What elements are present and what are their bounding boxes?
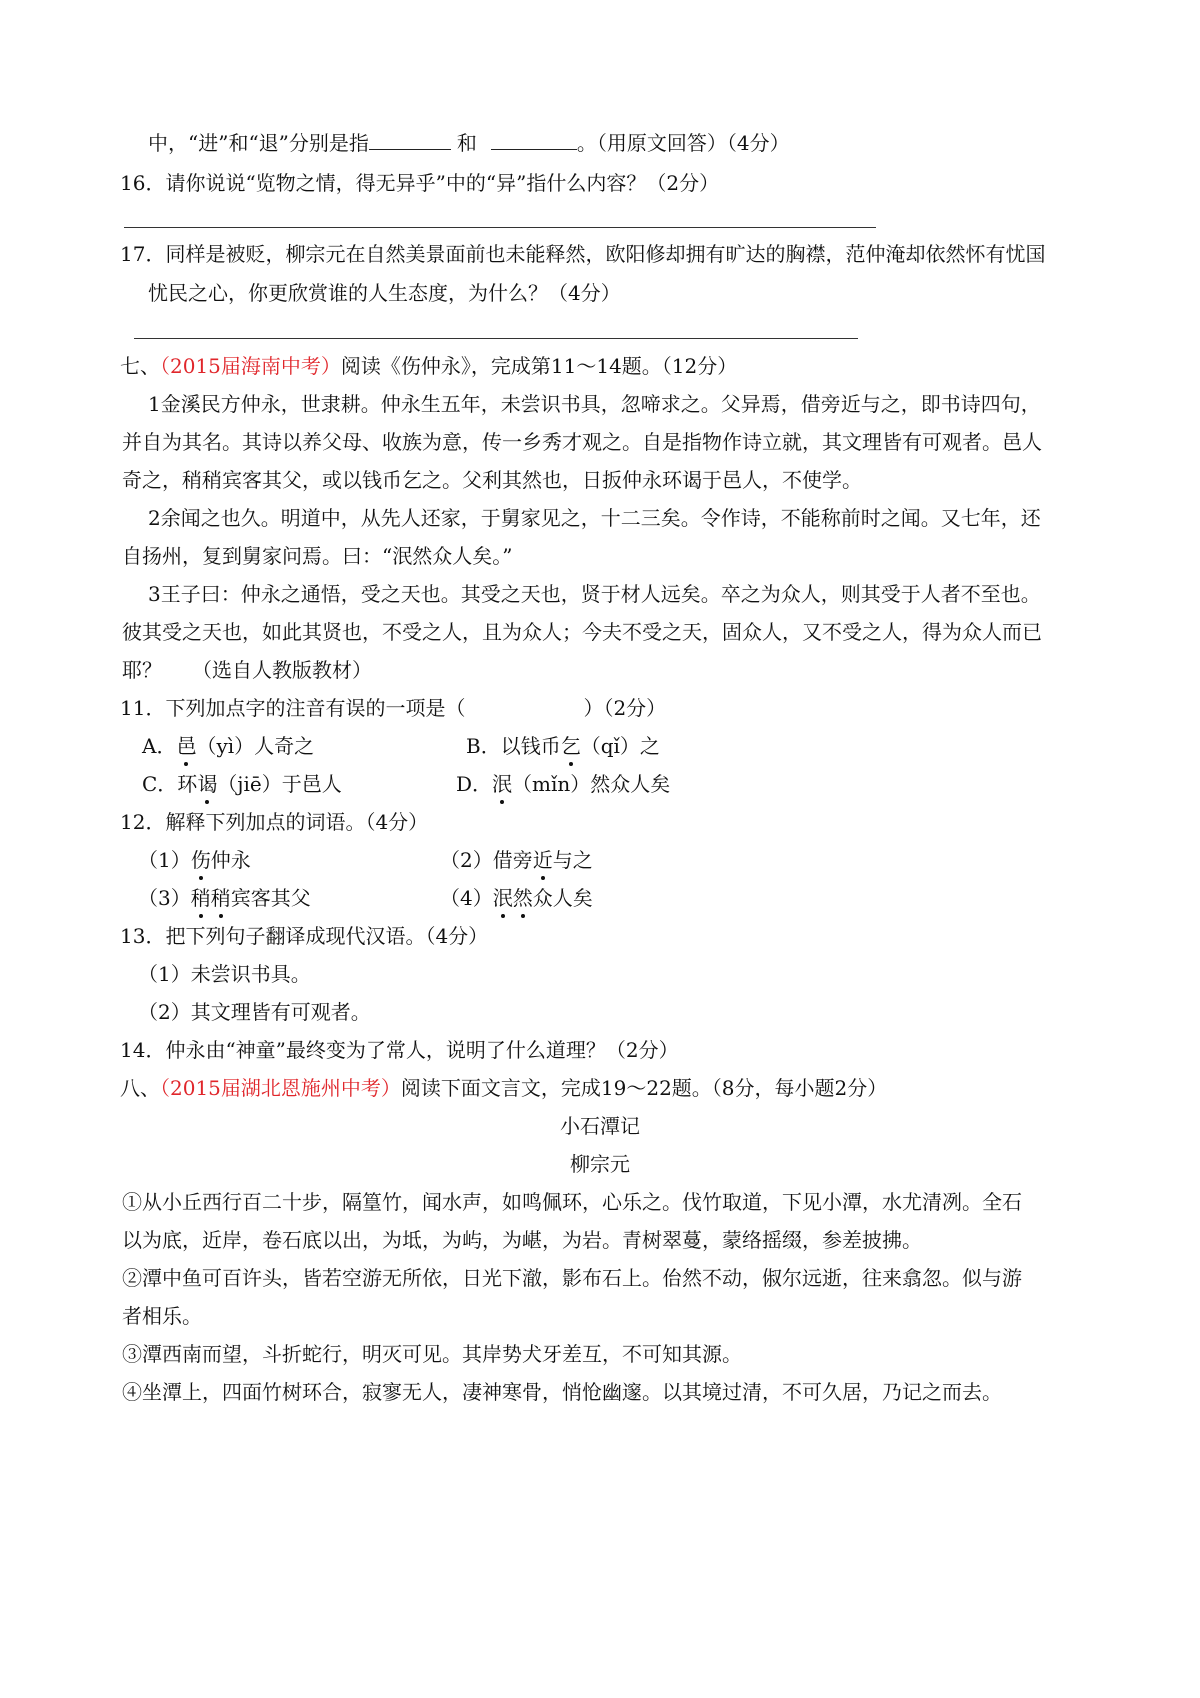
dotted-char: 泯 [492, 772, 513, 796]
option-label: D． [456, 772, 493, 796]
q12-item-3 [138, 884, 311, 912]
option-text: （jiē）于邑人 [217, 772, 342, 796]
item-text: 众人矣 [532, 886, 593, 910]
q15-continuation [148, 129, 790, 157]
item-number: （2）借旁 [440, 848, 533, 872]
q15-text-2: 和 [456, 131, 477, 155]
section-7-heading [120, 352, 737, 380]
dotted-char: 近 [532, 848, 553, 872]
passage-line: ③潭西南而望，斗折蛇行，明灭可见。其岸势犬牙差互，不可知其源。 [122, 1342, 742, 1366]
dotted-char: 邑 [176, 734, 197, 758]
q11-option-c[interactable] [142, 770, 342, 798]
passage-line: 2余闻之也久。明道中，从先人还家，于舅家见之，十二三矣。令作诗，不能称前时之闻。又七年，还 [148, 506, 1041, 530]
passage-author: 柳宗元 [570, 1152, 630, 1176]
question-13: 13．把下列句子翻译成现代汉语。（4分） [120, 924, 489, 948]
passage-line: ④坐潭上，四面竹树环合，寂寥无人，凄神寒骨，悄怆幽邃。以其境过清，不可久居，乃记之而去。 [122, 1380, 1002, 1404]
q11-option-b[interactable] [466, 732, 660, 760]
item-number: （3） [138, 886, 191, 910]
q11-option-d[interactable] [456, 770, 670, 798]
option-text: （mǐn）然众人矣 [512, 772, 671, 796]
option-text: （qǐ）之 [580, 734, 660, 758]
q15-text-3: 。（用原文回答）（4分） [576, 131, 790, 155]
section-number: 八、 [120, 1076, 160, 1100]
item-text: 与之 [552, 848, 593, 872]
passage-line: ②潭中鱼可百许头，皆若空游无所依，日光下澈，影布石上。佁然不动，俶尔远逝，往来翕忽。似与游 [122, 1266, 1022, 1290]
q12-item-2 [440, 846, 593, 874]
passage-title: 小石潭记 [560, 1114, 640, 1138]
answer-line-16[interactable] [124, 227, 876, 228]
question-12: 12．解释下列加点的词语。（4分） [120, 810, 429, 834]
passage-line: ①从小丘西行百二十步，隔篁竹，闻水声，如鸣佩环，心乐之。伐竹取道，下见小潭，水尤清冽。全石 [122, 1190, 1022, 1214]
section-instruction: 阅读《伤仲永》，完成第11～14题。（12分） [340, 354, 738, 378]
q12-item-4 [440, 884, 593, 912]
dotted-char: 稍 [210, 886, 231, 910]
section-8-heading [120, 1074, 887, 1102]
item-number: （1） [138, 848, 191, 872]
question-16: 16．请你说说“览物之情，得无异乎”中的“异”指什么内容？（2分） [120, 171, 720, 195]
section-instruction: 阅读下面文言文，完成19～22题。（8分，每小题2分） [400, 1076, 888, 1100]
question-11 [120, 694, 666, 722]
passage-line: 者相乐。 [122, 1304, 202, 1328]
source-tag: （2015届湖北恩施州中考） [160, 1076, 401, 1100]
dotted-char: 乞 [560, 734, 581, 758]
section-number: 七、 [120, 354, 160, 378]
dotted-char: 稍 [190, 886, 211, 910]
source-tag: （2015届海南中考） [160, 354, 341, 378]
passage-line: 1金溪民方仲永，世隶耕。仲永生五年，未尝识书具，忽啼求之。父异焉，借旁近与之，即书诗四句， [148, 392, 1041, 416]
option-label: A． [142, 734, 177, 758]
item-text: 宾客其父 [230, 886, 311, 910]
question-14: 14．仲永由“神童”最终变为了常人，说明了什么道理？（2分） [120, 1038, 679, 1062]
q12-item-1 [138, 846, 251, 874]
q15-text-1: 中，“进”和“退”分别是指 [148, 131, 369, 155]
dotted-char: 然 [512, 886, 533, 910]
item-number: （4） [440, 886, 493, 910]
q11-stem: 11．下列加点字的注音有误的一项是（ [120, 696, 466, 720]
passage-line: 耶？ （选自人教版教材） [122, 658, 372, 682]
q11-option-a[interactable] [142, 732, 314, 760]
option-label: B．以钱币 [466, 734, 561, 758]
dotted-char: 伤 [190, 848, 211, 872]
dotted-char: 泯 [492, 886, 513, 910]
passage-line: 自扬州，复到舅家问焉。曰：“泯然众人矣。” [122, 544, 513, 568]
q11-points: ）（2分） [583, 696, 667, 720]
answer-blank-1[interactable] [369, 131, 451, 150]
question-17-line-2: 忧民之心，你更欣赏谁的人生态度，为什么？（4分） [148, 281, 621, 305]
q13-sentence-1: （1）未尝识书具。 [138, 962, 311, 986]
passage-line: 以为底，近岸，卷石底以出，为坻，为屿，为嵁，为岩。青树翠蔓，蒙络摇缀，参差披拂。 [122, 1228, 922, 1252]
option-text: （yì）人奇之 [196, 734, 315, 758]
question-17-line-1: 17．同样是被贬，柳宗元在自然美景面前也未能释然，欧阳修却拥有旷达的胸襟，范仲淹却依然怀有忧国 [120, 242, 1046, 266]
dotted-char: 谒 [197, 772, 218, 796]
answer-blank-2[interactable] [491, 131, 577, 150]
passage-line: 3王子曰：仲永之通悟，受之天也。其受之天也，贤于材人远矣。卒之为众人，则其受于人者不至也。 [148, 582, 1041, 606]
q13-sentence-2: （2）其文理皆有可观者。 [138, 1000, 371, 1024]
passage-line: 并自为其名。其诗以养父母、收族为意，传一乡秀才观之。自是指物作诗立就，其文理皆有可观者。邑人 [122, 430, 1042, 454]
answer-line-17[interactable] [134, 338, 858, 339]
passage-line: 奇之，稍稍宾客其父，或以钱币乞之。父利其然也，日扳仲永环谒于邑人，不使学。 [122, 468, 862, 492]
option-label: C．环 [142, 772, 198, 796]
item-text: 仲永 [210, 848, 251, 872]
passage-line: 彼其受之天也，如此其贤也，不受之人，且为众人；今夫不受之天，固众人，又不受之人，得为众人而已 [122, 620, 1042, 644]
